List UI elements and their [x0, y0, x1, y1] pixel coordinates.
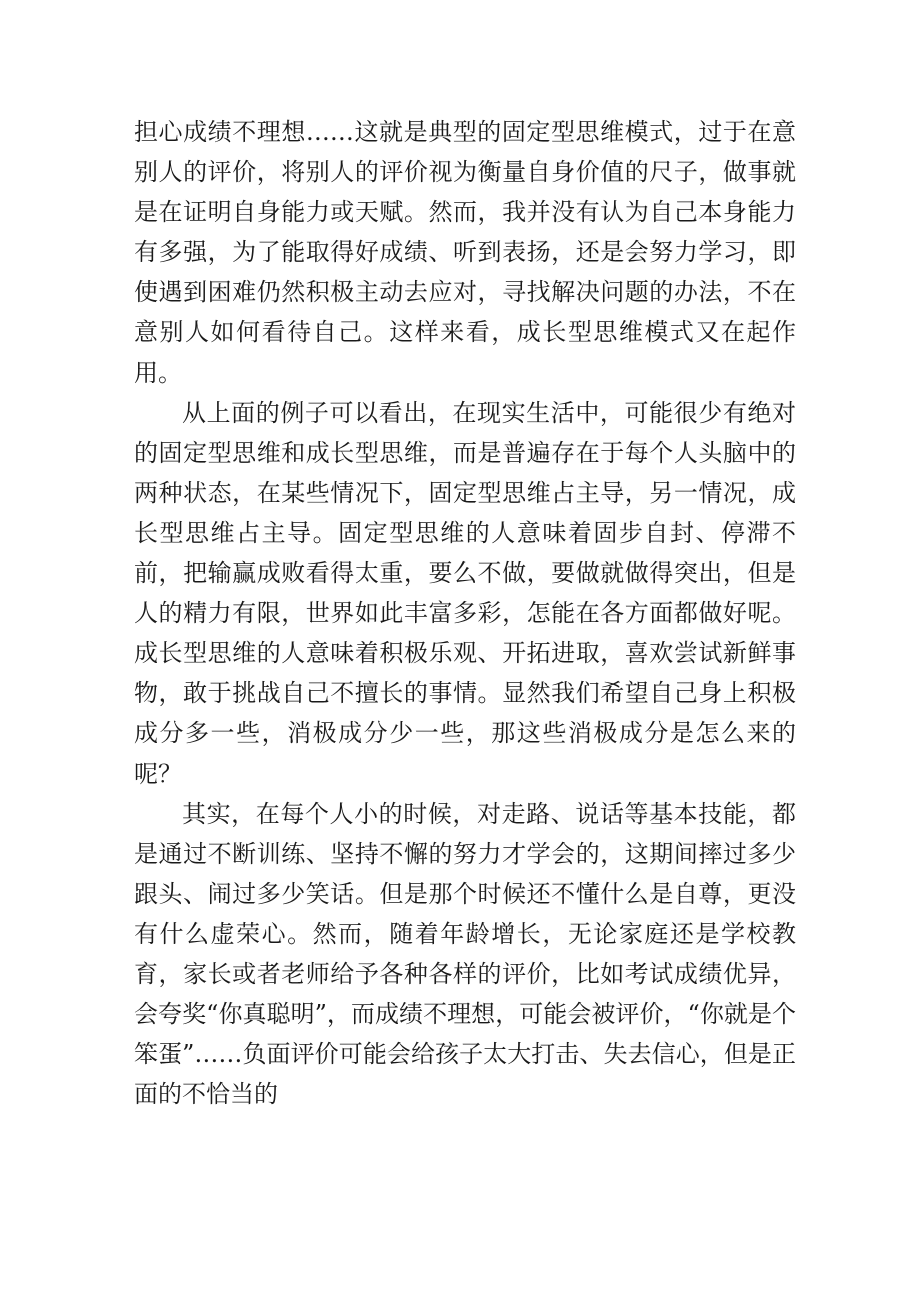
paragraph-2: 从上面的例子可以看出，在现实生活中，可能很少有绝对的固定型思维和成长型思维，而是普遍存在于每个人头脑中的两种状态，在某些情况下，固定型思维占主导，另一情况，成长型思维占主导。固定型思维的人意味着固步自封、停滞不前，把输赢成败看得太重，要么不做，要做就做得突出，但是人的精力有限，世界如此丰富多彩，怎能在各方面都做好呢。成长型思维的人意味着积极乐观、开拓进取，喜欢尝试新鲜事物，敢于挑战自己不擅长的事情。显然我们希望自己身上积极成分多一些，消极成分少一些，那这些消极成分是怎么来的呢？	[134, 398, 796, 788]
document-body	[134, 112, 796, 1114]
paragraph-3: 其实，在每个人小的时候，对走路、说话等基本技能，都是通过不断训练、坚持不懈的努力才学会的，这期间摔过多少跟头、闹过多少笑话。但是那个时候还不懂什么是自尊，更没有什么虚荣心。然而，随着年龄增长，无论家庭还是学校教育，家长或者老师给予各种各样的评价，比如考试成绩优异，会夸奖“你真聪明”，而成绩不理想，可能会被评价，“你就是个笨蛋”……负面评价可能会给孩子太大打击、失去信心，但是正面的不恰当的	[134, 799, 796, 1109]
paragraph-1: 担心成绩不理想……这就是典型的固定型思维模式，过于在意别人的评价，将别人的评价视为衡量自身价值的尺子，做事就是在证明自身能力或天赋。然而，我并没有认为自己本身能力有多强，为了能取得好成绩、听到表扬，还是会努力学习，即使遇到困难仍然积极主动去应对，寻找解决问题的办法，不在意别人如何看待自己。这样来看，成长型思维模式又在起作用。	[134, 118, 796, 387]
